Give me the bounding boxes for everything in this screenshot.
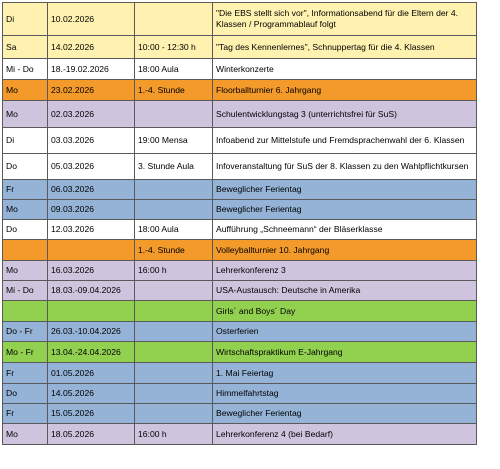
time-cell	[135, 322, 213, 342]
date-cell: 18.-19.02.2026	[48, 59, 135, 80]
schedule-row	[3, 3, 477, 36]
description-cell: "Tag des Kennenlernes", Schnuppertag für die 4. Klassen	[213, 36, 477, 59]
schedule-row	[3, 200, 477, 220]
date-cell: 05.03.2026	[48, 154, 135, 180]
schedule-row	[3, 384, 477, 404]
day-cell: Do - Fr	[3, 322, 48, 342]
date-cell: 15.05.2026	[48, 404, 135, 424]
day-cell: Mo - Fr	[3, 342, 48, 363]
schedule-row	[3, 424, 477, 445]
day-cell: Fr	[3, 363, 48, 384]
description-cell: Girls´ and Boys´ Day	[213, 301, 477, 322]
description-cell: Wirtschaftspraktikum E-Jahrgang	[213, 342, 477, 363]
schedule-row	[3, 220, 477, 240]
schedule-row	[3, 128, 477, 154]
date-cell: 09.03.2026	[48, 200, 135, 220]
date-cell: 13.04.-24.04.2026	[48, 342, 135, 363]
date-cell: 02.03.2026	[48, 101, 135, 128]
time-cell: 1.-4. Stunde	[135, 240, 213, 261]
time-cell	[135, 101, 213, 128]
date-cell: 26.03.-10.04.2026	[48, 322, 135, 342]
day-cell	[3, 301, 48, 322]
schedule-row	[3, 101, 477, 128]
time-cell: 1.-4. Stunde	[135, 80, 213, 101]
day-cell: Mo	[3, 424, 48, 445]
day-cell: Fr	[3, 404, 48, 424]
schedule-row	[3, 261, 477, 281]
schedule-row	[3, 363, 477, 384]
day-cell: Di	[3, 3, 48, 36]
schedule-row	[3, 59, 477, 80]
time-cell	[135, 200, 213, 220]
description-cell: Infoabend zur Mittelstufe und Fremdsprachenwahl der 6. Klassen	[213, 128, 477, 154]
day-cell: Do	[3, 220, 48, 240]
description-cell: Osterferien	[213, 322, 477, 342]
day-cell: Di	[3, 128, 48, 154]
date-cell: 12.03.2026	[48, 220, 135, 240]
time-cell: 3. Stunde Aula	[135, 154, 213, 180]
schedule-table	[2, 2, 477, 445]
day-cell: Mo	[3, 101, 48, 128]
schedule-row	[3, 36, 477, 59]
date-cell: 06.03.2026	[48, 180, 135, 200]
description-cell: Beweglicher Ferientag	[213, 404, 477, 424]
time-cell: 18:00 Aula	[135, 220, 213, 240]
time-cell	[135, 342, 213, 363]
description-cell: Lehrerkonferenz 3	[213, 261, 477, 281]
schedule-row	[3, 240, 477, 261]
time-cell: 16:00 h	[135, 424, 213, 445]
time-cell	[135, 363, 213, 384]
time-cell: 19:00 Mensa	[135, 128, 213, 154]
time-cell	[135, 180, 213, 200]
schedule-row	[3, 154, 477, 180]
description-cell: Himmelfahrtstag	[213, 384, 477, 404]
day-cell: Mo	[3, 200, 48, 220]
date-cell	[48, 240, 135, 261]
day-cell: Mi - Do	[3, 281, 48, 301]
schedule-row	[3, 80, 477, 101]
description-cell: Beweglicher Ferientag	[213, 180, 477, 200]
date-cell: 14.02.2026	[48, 36, 135, 59]
date-cell: 23.02.2026	[48, 80, 135, 101]
schedule-row	[3, 281, 477, 301]
date-cell: 10.02.2026	[48, 3, 135, 36]
date-cell: 03.03.2026	[48, 128, 135, 154]
day-cell: Sa	[3, 36, 48, 59]
description-cell: Infoveranstaltung für SuS der 8. Klassen zu den Wahlpflichtkursen	[213, 154, 477, 180]
description-cell: Aufführung „Schneemann“ der Bläserklasse	[213, 220, 477, 240]
description-cell: 1. Mai Feiertag	[213, 363, 477, 384]
description-cell: Winterkonzerte	[213, 59, 477, 80]
schedule-table-body	[3, 3, 477, 445]
description-cell: Floorballturnier 6. Jahrgang	[213, 80, 477, 101]
description-cell: Schulentwicklungstag 3 (unterrichtsfrei für SuS)	[213, 101, 477, 128]
time-cell: 18:00 Aula	[135, 59, 213, 80]
day-cell	[3, 240, 48, 261]
time-cell: 10:00 - 12:30 h	[135, 36, 213, 59]
date-cell: 18.03.-09.04.2026	[48, 281, 135, 301]
description-cell: "Die EBS stellt sich vor", Informationsabend für die Eltern der 4. Klassen / Programmablauf folgt	[213, 3, 477, 36]
schedule-row	[3, 342, 477, 363]
schedule-row	[3, 180, 477, 200]
description-cell: Volleyballturnier 10. Jahrgang	[213, 240, 477, 261]
date-cell: 14.05.2026	[48, 384, 135, 404]
schedule-row	[3, 322, 477, 342]
time-cell	[135, 404, 213, 424]
day-cell: Fr	[3, 180, 48, 200]
description-cell: Lehrerkonferenz 4 (bei Bedarf)	[213, 424, 477, 445]
time-cell	[135, 3, 213, 36]
description-cell: Beweglicher Ferientag	[213, 200, 477, 220]
day-cell: Mo	[3, 261, 48, 281]
time-cell	[135, 384, 213, 404]
date-cell: 16.03.2026	[48, 261, 135, 281]
time-cell	[135, 281, 213, 301]
day-cell: Mo	[3, 80, 48, 101]
description-cell: USA-Austausch: Deutsche in Amerika	[213, 281, 477, 301]
date-cell: 18.05.2026	[48, 424, 135, 445]
date-cell	[48, 301, 135, 322]
day-cell: Mi - Do	[3, 59, 48, 80]
time-cell	[135, 301, 213, 322]
day-cell: Do	[3, 384, 48, 404]
schedule-row	[3, 404, 477, 424]
date-cell: 01.05.2026	[48, 363, 135, 384]
schedule-row	[3, 301, 477, 322]
time-cell: 16:00 h	[135, 261, 213, 281]
day-cell: Do	[3, 154, 48, 180]
